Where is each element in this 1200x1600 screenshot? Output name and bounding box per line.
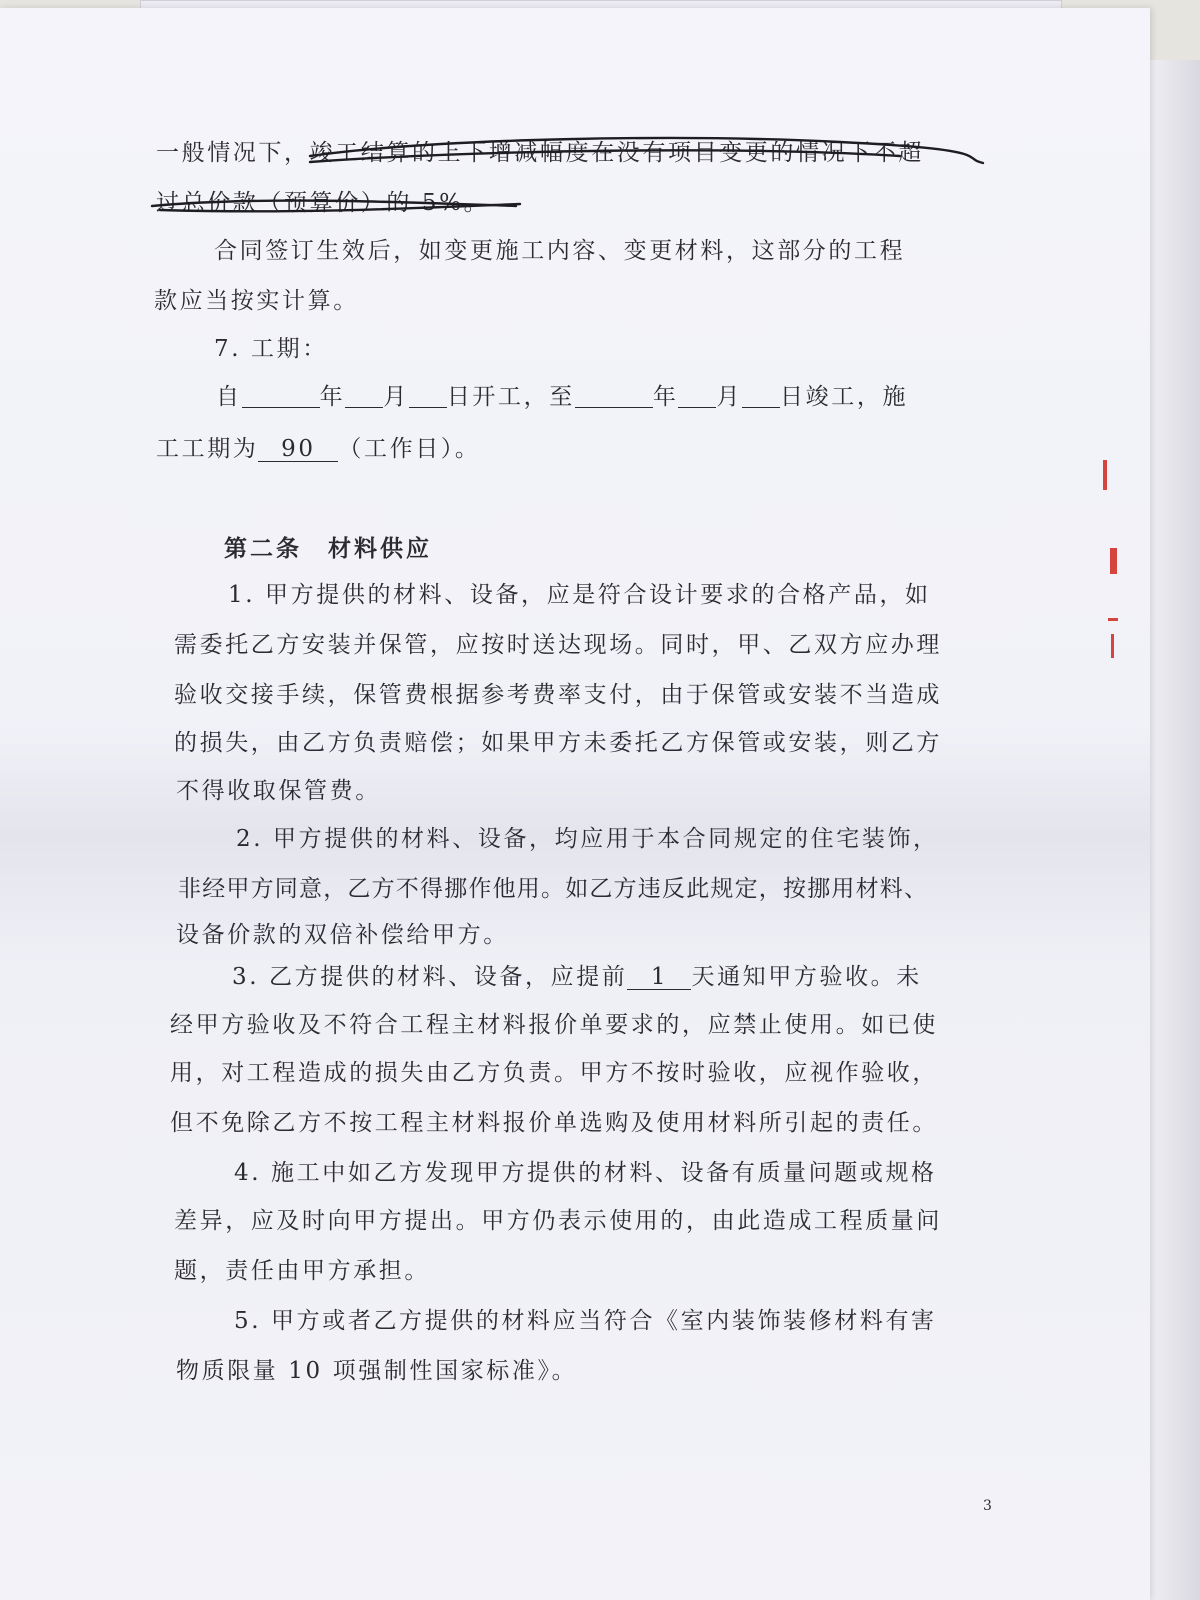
item-1-line: 1. 甲方提供的材料、设备，应是符合设计要求的合格产品，如: [228, 582, 931, 608]
contract-page: [0, 8, 1150, 1600]
period-line: 自 年 月 日开工，至 年 月 日竣工，施: [216, 384, 909, 410]
item-5-line: 5. 甲方或者乙方提供的材料应当符合《室内装饰装修材料有害: [234, 1308, 937, 1334]
red-stamp-mark: [1108, 618, 1118, 621]
item-4-line: 差异，应及时向甲方提出。甲方仍表示使用的，由此造成工程质量问: [174, 1208, 942, 1234]
duration-line: 工工期为 90 （工作日）。: [156, 436, 481, 462]
paragraph-line: 款应当按实计算。: [154, 288, 359, 314]
strikethrough-mark: [140, 128, 1000, 228]
day-blank[interactable]: [742, 385, 780, 408]
duration-value[interactable]: 90: [258, 437, 338, 462]
notice-days-value[interactable]: 1: [627, 965, 691, 990]
item-4-line: 4. 施工中如乙方发现甲方提供的材料、设备有质量问题或规格: [234, 1160, 937, 1186]
item-1-line: 需委托乙方安装并保管，应按时送达现场。同时，甲、乙双方应办理: [174, 632, 942, 658]
item-2-line: 2. 甲方提供的材料、设备，均应用于本合同规定的住宅装饰，: [236, 826, 939, 852]
item-3-line: 经甲方验收及不符合工程主材料报价单要求的，应禁止使用。如已使: [170, 1012, 938, 1038]
year-blank[interactable]: [242, 385, 320, 408]
item-1-line: 不得收取保管费。: [176, 778, 381, 804]
month-blank[interactable]: [678, 385, 716, 408]
item-3-line: 3. 乙方提供的材料、设备，应提前 1 天通知甲方验收。未: [232, 964, 922, 990]
page-number: 3: [983, 1498, 992, 1514]
item-2-line: 非经甲方同意，乙方不得挪作他用。如乙方违反此规定，按挪用材料、: [178, 876, 929, 902]
struck-line: 过总价款（预算价）的 5%。: [156, 190, 490, 216]
red-stamp-mark: [1111, 634, 1114, 658]
paragraph-line: 合同签订生效后，如变更施工内容、变更材料，这部分的工程: [214, 238, 906, 264]
item-5-line: 物质限量 10 项强制性国家标准》。: [176, 1358, 578, 1384]
month-blank[interactable]: [345, 385, 383, 408]
item-4-line: 题，责任由甲方承担。: [174, 1258, 430, 1284]
section-title: 第二条 材料供应: [224, 535, 432, 562]
item-1-line: 的损失，由乙方负责赔偿；如果甲方未委托乙方保管或安装，则乙方: [174, 730, 942, 756]
item-2-line: 设备价款的双倍补偿给甲方。: [176, 922, 509, 948]
year-blank[interactable]: [575, 385, 653, 408]
item-3-line: 用，对工程造成的损失由乙方负责。甲方不按时验收，应视作验收，: [170, 1060, 938, 1086]
item-3-line: 但不免除乙方不按工程主材料报价单选购及使用材料所引起的责任。: [170, 1110, 938, 1136]
period-label: 7. 工期：: [214, 336, 328, 362]
item-1-line: 验收交接手续，保管费根据参考费率支付，由于保管或安装不当造成: [174, 682, 942, 708]
red-stamp-mark: [1103, 460, 1107, 490]
red-stamp-mark: [1110, 548, 1117, 574]
day-blank[interactable]: [409, 385, 447, 408]
struck-line: 一般情况下，竣工结算的上下增减幅度在没有项目变更的情况下不超: [156, 140, 924, 166]
